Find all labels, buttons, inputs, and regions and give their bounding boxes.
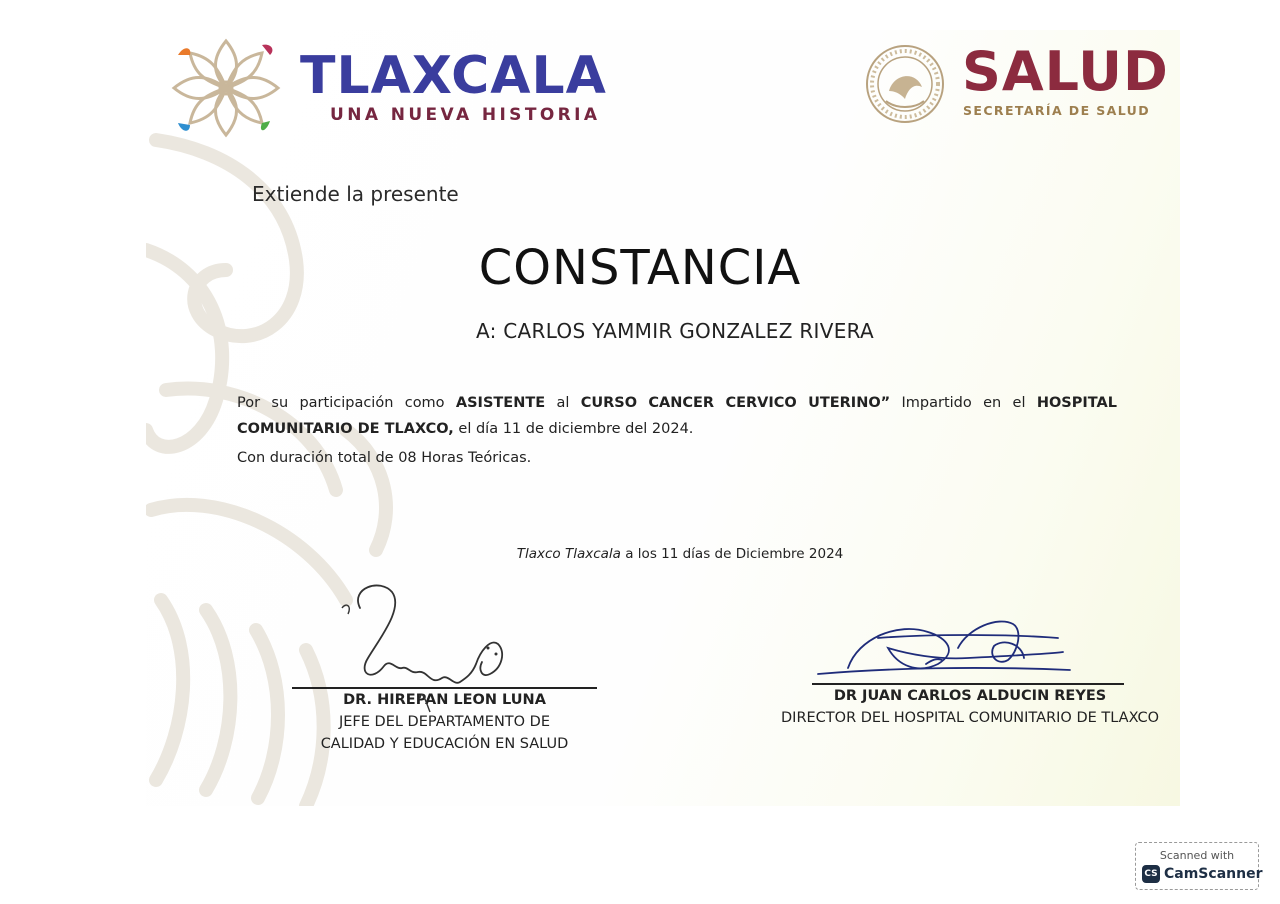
- body-word: CERVICO: [725, 395, 797, 411]
- left-signatory-name: DR. HIREPAN LEON LUNA: [343, 692, 546, 708]
- place-name: Tlaxco Tlaxcala: [516, 546, 621, 562]
- left-signatory-role: [292, 711, 597, 755]
- salud-logo-subtitle: SECRETARÍA DE SALUD: [963, 103, 1151, 118]
- body-word: como: [404, 395, 445, 411]
- place-and-date: [0, 546, 1280, 562]
- course-date: el día 11 de diciembre del 2024.: [453, 421, 694, 437]
- tlaxcala-logo-title: TLAXCALA: [300, 46, 607, 106]
- body-word: CURSO: [580, 395, 638, 411]
- body-word: ASISTENTE: [455, 395, 546, 411]
- right-signatory-name: DR JUAN CARLOS ALDUCIN REYES: [833, 688, 1107, 704]
- signature-line-right: [812, 683, 1124, 685]
- body-word: al: [556, 395, 570, 411]
- body-word: Impartido: [901, 395, 972, 411]
- body-line-2: [237, 421, 693, 437]
- national-seal-icon: [864, 43, 946, 125]
- tlaxcala-logo-subtitle: UNA NUEVA HISTORIA: [330, 105, 601, 125]
- tlaxcala-flower-logo: [170, 33, 282, 143]
- camscanner-icon: CS: [1142, 865, 1160, 883]
- body-line-1: [237, 395, 1117, 411]
- left-role-line-2: CALIDAD Y EDUCACIÓN EN SALUD: [320, 736, 569, 752]
- body-word: el: [1012, 395, 1026, 411]
- certificate-recipient: A: CARLOS YAMMIR GONZALEZ RIVERA: [475, 319, 875, 343]
- body-word: participación: [299, 395, 394, 411]
- body-word: CANCER: [648, 395, 715, 411]
- hospital-name: COMUNITARIO DE TLAXCO,: [237, 421, 454, 437]
- camscanner-name: CamScanner: [1164, 866, 1263, 882]
- body-word: Por: [237, 395, 261, 411]
- body-word: en: [983, 395, 1002, 411]
- certificate-heading: CONSTANCIA: [478, 240, 802, 296]
- body-word: UTERINO”: [808, 395, 891, 411]
- body-line-3: Con duración total de 08 Horas Teóricas.: [237, 450, 532, 466]
- signature-line-left: [292, 687, 597, 689]
- left-role-line-1: JEFE DEL DEPARTAMENTO DE: [338, 714, 551, 730]
- certificate-intro: Extiende la presente: [252, 182, 459, 206]
- salud-logo-title: SALUD: [962, 40, 1169, 103]
- camscanner-caption: Scanned with: [1159, 849, 1235, 862]
- right-signatory-role: DIRECTOR DEL HOSPITAL COMUNITARIO DE TLAXCO: [781, 710, 1159, 726]
- issue-date: a los 11 días de Diciembre 2024: [620, 546, 844, 562]
- body-word: su: [271, 395, 289, 411]
- camscanner-badge: [1135, 842, 1263, 890]
- body-word: HOSPITAL: [1036, 395, 1117, 411]
